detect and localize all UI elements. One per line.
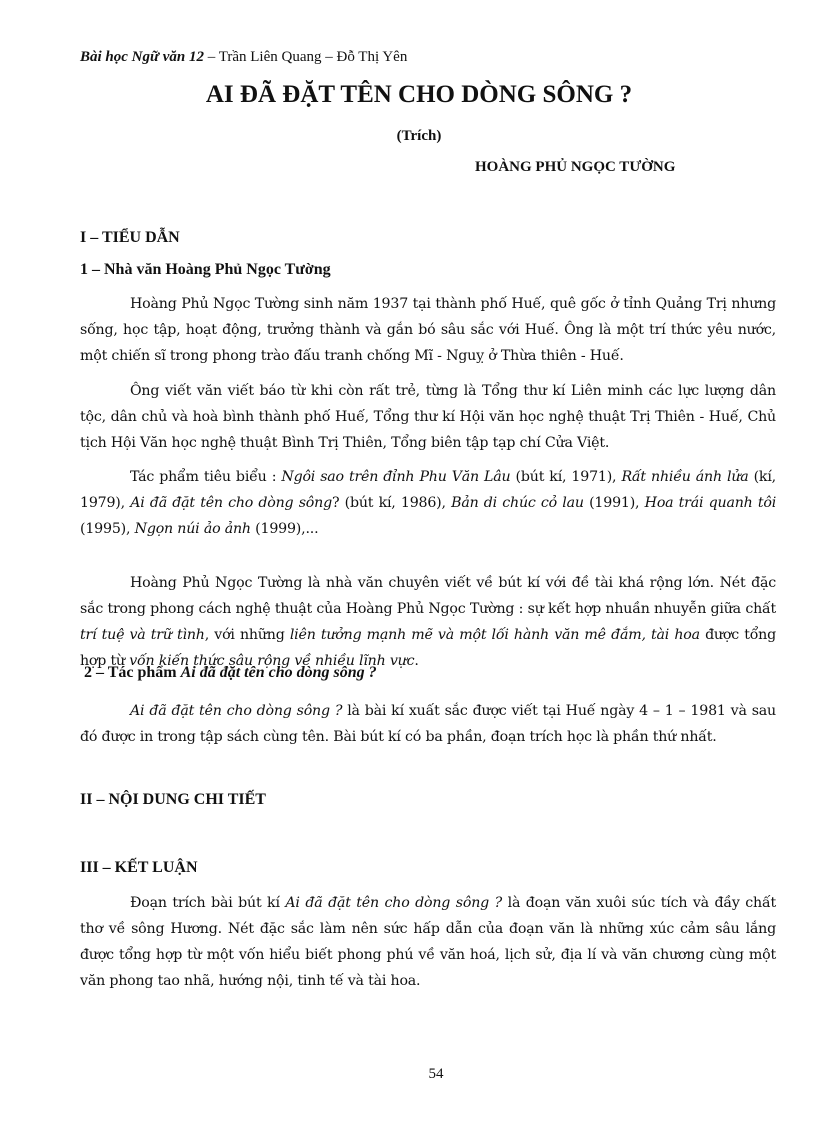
text: , với những <box>204 627 290 643</box>
italic-text: liên tưởng mạnh mẽ và một lối hành văn mê đắm, tài hoa <box>289 627 700 643</box>
heading-prefix: 2 – Tác phẩm <box>84 664 181 681</box>
italic-text: Ai đã đặt tên cho dòng sông <box>130 495 332 511</box>
italic-text: Ai đã đặt tên cho dòng sông ? <box>285 895 503 911</box>
text: (1999),... <box>250 521 319 537</box>
section-heading-2: II – NỘI DUNG CHI TIẾT <box>80 791 266 808</box>
text: Đoạn trích bài bút kí <box>130 895 286 911</box>
text: (1991), <box>583 495 645 511</box>
italic-text: vốn kiến thức sâu rộng về nhiều lĩnh vực <box>129 653 415 669</box>
section-heading-3: III – KẾT LUẬN <box>80 859 198 876</box>
text: Ông viết văn viết báo từ khi còn rất trẻ, từng là Tổng thư kí Liên minh các lực lượng dân tộc, dân chủ và hoà bình thành phố Huế, Tổng thư kí Hội văn học nghệ thuật Trị Thiên - Huế, Chủ tịch Hội Văn học nghệ thuật Bình Trị Thiên, Tổng biên tập tạp chí Cửa Việt. <box>80 383 776 451</box>
subsection-heading-2 <box>84 664 377 682</box>
italic-text: Ngọn núi ảo ảnh <box>134 521 251 537</box>
text: Hoàng Phủ Ngọc Tường là nhà văn chuyên viết về bút kí với đề tài khá rộng lớn. Nét đặc sắc trong phong cách nghệ thuật của Hoàng Phủ Ngọc Tường : sự kết hợp nhuần nhuyễn giữa chất <box>80 575 776 617</box>
text: là bài kí xuất sắc được viết tại Huế ngày 4 – 1 – 1981 và sau đó được in trong tập sách cùng tên. Bài bút kí có ba phần, đoạn trích học là phần thứ nhất. <box>80 703 776 745</box>
italic-text: Ngôi sao trên đỉnh Phu Văn Lâu <box>281 469 511 485</box>
paragraph-6 <box>80 890 776 994</box>
italic-text: trí tuệ và trữ tình <box>80 627 205 643</box>
book-title: Bài học Ngữ văn 12 <box>80 49 204 65</box>
italic-text: Hoa trái quanh tôi <box>644 495 777 511</box>
paragraph-2 <box>80 378 776 456</box>
text: (kí, 1979), <box>80 469 776 511</box>
paragraph-1 <box>80 291 776 369</box>
italic-text: Ai đã đặt tên cho dòng sông ? <box>130 703 343 719</box>
text: là đoạn văn xuôi súc tích và đầy chất thơ về sông Hương. Nét đặc sắc làm nên sức hấp dẫn của đoạn văn là những xúc cảm sâu lắng được tổng hợp từ một vốn hiểu biết phong phú về văn hoá, lịch sử, địa lí và văn chương cùng một văn phong tao nhã, hướng nội, tinh tế và tài hoa. <box>80 895 776 989</box>
subtitle: (Trích) <box>396 128 442 144</box>
paragraph-4 <box>80 570 776 674</box>
text: . <box>414 653 419 669</box>
text: (1995), <box>80 521 135 537</box>
running-header <box>80 49 407 66</box>
author-name: HOÀNG PHỦ NGỌC TƯỜNG <box>475 159 676 175</box>
text: (bút kí, 1971), <box>510 469 622 485</box>
text: Tác phẩm tiêu biểu : <box>130 469 282 485</box>
paragraph-3 <box>80 464 776 542</box>
page-title: AI ĐÃ ĐẶT TÊN CHO DÒNG SÔNG ? <box>205 81 633 108</box>
text: Hoàng Phủ Ngọc Tường sinh năm 1937 tại thành phố Huế, quê gốc ở tỉnh Quảng Trị nhưng sống, học tập, hoạt động, trưởng thành và gắn bó sâu sắc với Huế. Ông là một trí thức yêu nước, một chiến sĩ trong phong trào đấu tranh chống Mĩ - Nguỵ ở Thừa thiên - Huế. <box>80 296 776 364</box>
section-heading-1: I – TIỂU DẪN <box>80 229 180 246</box>
heading-work-title: Ai đã đặt tên cho dòng sông ? <box>180 664 377 681</box>
italic-text: Bản di chúc cỏ lau <box>451 495 584 511</box>
header-authors: – Trần Liên Quang – Đỗ Thị Yên <box>204 49 408 65</box>
subsection-heading-1: 1 – Nhà văn Hoàng Phủ Ngọc Tường <box>80 261 331 278</box>
paragraph-5 <box>80 698 776 750</box>
text: được tổng hợp từ <box>80 627 776 669</box>
text: ? (bút kí, 1986), <box>331 495 452 511</box>
page-number: 54 <box>428 1066 444 1082</box>
italic-text: Rất nhiều ánh lửa <box>621 469 749 485</box>
